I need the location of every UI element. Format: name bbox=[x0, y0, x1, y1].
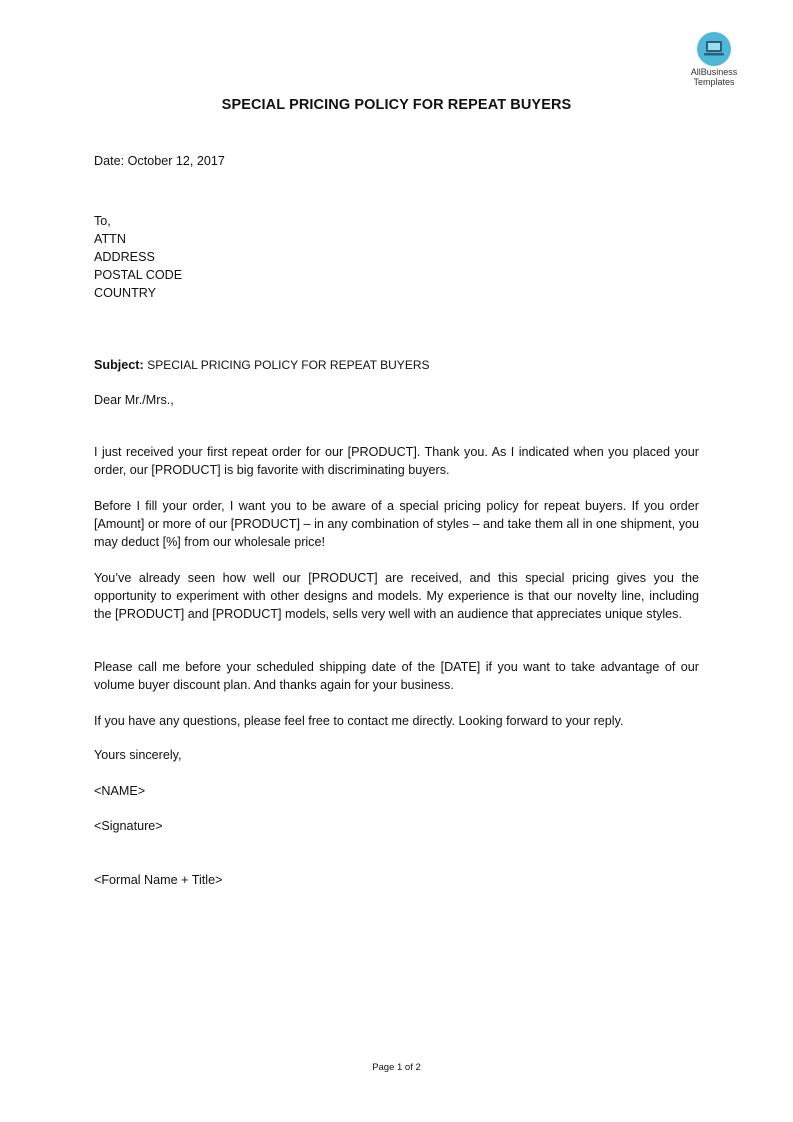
body-paragraph: Before I fill your order, I want you to be aware of a special pricing policy for repeat buyers. If you order [Amount] or more of our [PRODUCT] – in any combination of styles – and take them all in one shipment, you may deduct [%] from our wholesale price! bbox=[94, 499, 699, 549]
closing: Yours sincerely, bbox=[94, 748, 182, 762]
recipient-address bbox=[94, 212, 699, 302]
sender-name: <NAME> bbox=[94, 784, 146, 798]
date-line: Date: October 12, 2017 bbox=[94, 154, 225, 168]
document-title: SPECIAL PRICING POLICY FOR REPEAT BUYERS bbox=[221, 97, 572, 113]
address-line: POSTAL CODE bbox=[94, 268, 183, 282]
subject-label: Subject: bbox=[94, 358, 144, 372]
logo-line-2: Templates bbox=[693, 77, 735, 87]
address-line: ATTN bbox=[94, 232, 126, 246]
signature: <Signature> bbox=[94, 819, 163, 833]
address-line: To, bbox=[94, 214, 111, 228]
body-paragraph: Please call me before your scheduled shipping date of the [DATE] if you want to take advantage of our volume buyer discount plan. And thanks again for your business. bbox=[94, 660, 699, 692]
logo-text bbox=[680, 67, 748, 87]
laptop-icon bbox=[697, 32, 731, 66]
body-paragraph: If you have any questions, please feel free to contact me directly. Looking forward to your reply. bbox=[94, 714, 624, 728]
formal-name-title: <Formal Name + Title> bbox=[94, 873, 223, 887]
address-line: COUNTRY bbox=[94, 286, 157, 300]
salutation: Dear Mr./Mrs., bbox=[94, 393, 174, 407]
subject-value: SPECIAL PRICING POLICY FOR REPEAT BUYERS bbox=[147, 358, 430, 372]
body-paragraph: I just received your first repeat order for our [PRODUCT]. Thank you. As I indicated when you placed your order, our [PRODUCT] is big favorite with discriminating buyers. bbox=[94, 445, 699, 477]
page-number: Page 1 of 2 bbox=[372, 1062, 421, 1073]
company-logo bbox=[680, 32, 748, 87]
address-line: ADDRESS bbox=[94, 250, 155, 264]
subject-line bbox=[94, 356, 699, 374]
logo-line-1: AllBusiness bbox=[690, 67, 738, 77]
body-paragraph: You’ve already seen how well our [PRODUCT] are received, and this special pricing gives you the opportunity to experiment with other designs and models. My experience is that our novelty line, including the [PRODUCT] and [PRODUCT] models, sells very well with an audience that appreciates unique styles. bbox=[94, 571, 699, 621]
